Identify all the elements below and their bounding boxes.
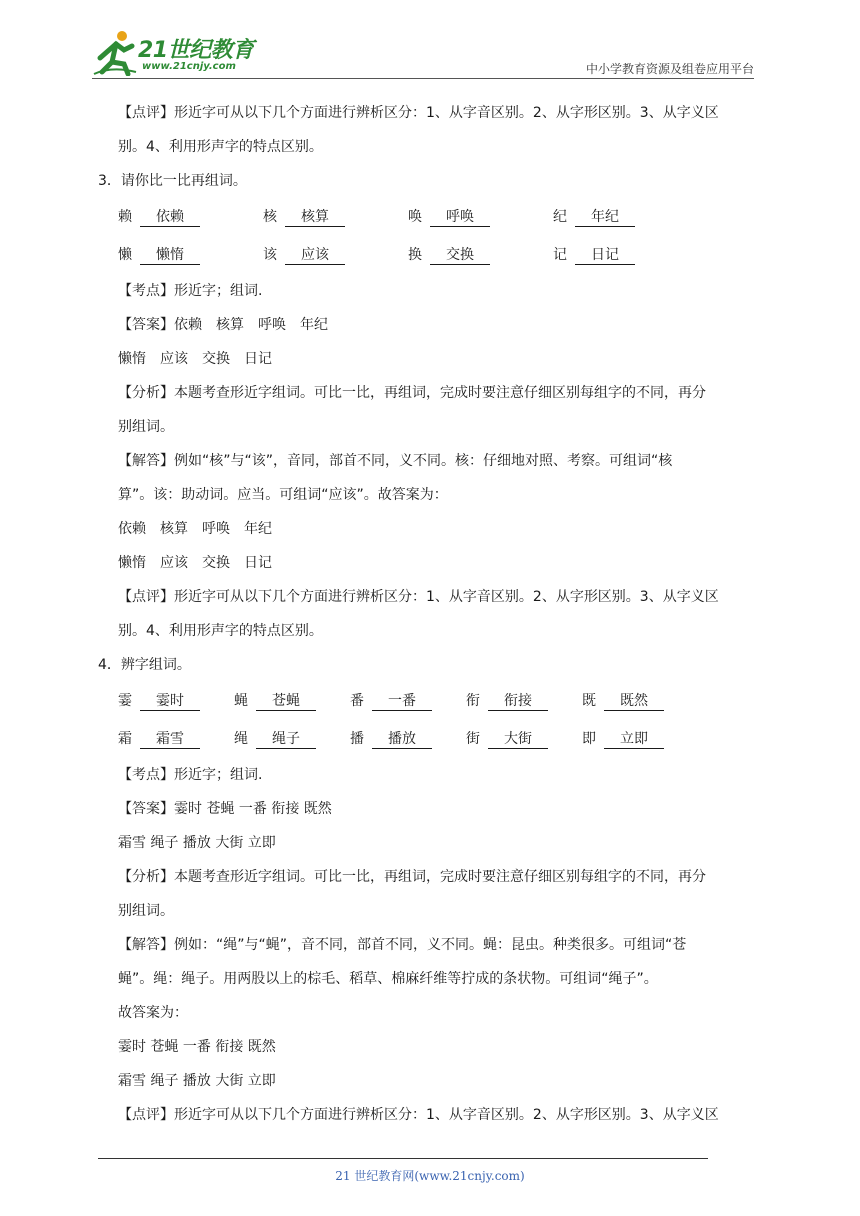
q3-answer-line1: 【答案】依赖 核算 呼唤 年纪 (118, 317, 328, 333)
q4-answer: 绳子 (256, 730, 316, 749)
q4-char: 衔 (466, 693, 480, 709)
q4-cell (118, 684, 234, 718)
q3-row1 (118, 198, 778, 236)
q3-answer: 应该 (285, 246, 345, 265)
q4-char: 霜 (118, 731, 132, 747)
q4-answer: 立即 (604, 730, 664, 749)
q4-answer: 播放 (372, 730, 432, 749)
q3-char: 核 (263, 209, 277, 225)
q4-analysis-line1: 【分析】本题考查形近字组词。可比一比，再组词，完成时要注意仔细区别每组字的不同，再分 (118, 869, 706, 885)
q3-char: 换 (408, 247, 422, 263)
footer-divider (98, 1158, 708, 1159)
q3-analysis-line1: 【分析】本题考查形近字组词。可比一比，再组词，完成时要注意仔细区别每组字的不同，再分 (118, 385, 706, 401)
q3-solution-line4: 懒惰 应该 交换 日记 (118, 555, 272, 571)
q4-cell (350, 684, 466, 718)
q3-row2 (118, 236, 778, 274)
q3-solution-line1: 【解答】例如“核”与“该”，音同，部首不同，义不同。核：仔细地对照、考察。可组词“核 (118, 453, 673, 469)
q3-cell (553, 200, 698, 234)
runner-logo-icon (92, 28, 138, 76)
q4-char: 绳 (234, 731, 248, 747)
platform-name: 中小学教育资源及组卷应用平台 (585, 62, 754, 76)
q3-comment-line1: 【点评】形近字可从以下几个方面进行辨析区分：1、从字音区别。2、从字形区别。3、从字义区 (118, 589, 719, 605)
q4-row2 (118, 720, 778, 758)
q4-cell (118, 722, 234, 756)
q4-answer: 大街 (488, 730, 548, 749)
q4-kaodian: 【考点】形近字；组词. (118, 767, 263, 783)
q2-comment-line2: 别。4、利用形声字的特点区别。 (118, 139, 323, 155)
q4-cell (466, 684, 582, 718)
footer-link[interactable]: 21 世纪教育网(www.21cnjy.com) (335, 1169, 525, 1183)
q4-cell (234, 684, 350, 718)
q4-answer: 衔接 (488, 692, 548, 711)
q4-analysis-line2: 别组词。 (118, 903, 174, 919)
q4-char: 霎 (118, 693, 132, 709)
q3-cell (263, 200, 408, 234)
q4-cell (466, 722, 582, 756)
q4-answer: 一番 (372, 692, 432, 711)
q3-answer: 依赖 (140, 208, 200, 227)
q4-char: 蝇 (234, 693, 248, 709)
q3-kaodian: 【考点】形近字；组词. (118, 283, 263, 299)
site-logo[interactable] (92, 28, 262, 78)
q4-answer-line1: 【答案】霎时 苍蝇 一番 衔接 既然 (118, 801, 332, 817)
q4-answer-line2: 霜雪 绳子 播放 大街 立即 (118, 835, 276, 851)
q3-analysis-line2: 别组词。 (118, 419, 174, 435)
q4-title: 4．辨字组词。 (98, 657, 191, 673)
q4-row1 (118, 682, 778, 720)
q4-answer: 霜雪 (140, 730, 200, 749)
q3-answer: 懒惰 (140, 246, 200, 265)
q3-solution-line2: 算”。该：助动词。应当。可组词“应该”。故答案为： (118, 487, 448, 503)
header-divider (92, 78, 754, 79)
q4-solution-line3: 故答案为： (118, 1005, 188, 1021)
q4-char: 番 (350, 693, 364, 709)
q4-cell (582, 684, 698, 718)
q4-solution-line4: 霎时 苍蝇 一番 衔接 既然 (118, 1039, 276, 1055)
q3-title: 3．请你比一比再组词。 (98, 173, 247, 189)
q3-cell (118, 238, 263, 272)
q3-comment-line2: 别。4、利用形声字的特点区别。 (118, 623, 323, 639)
logo-text: 21世纪教育 (138, 38, 254, 63)
q4-char: 播 (350, 731, 364, 747)
q3-solution-line3: 依赖 核算 呼唤 年纪 (118, 521, 272, 537)
q3-cell (408, 200, 553, 234)
q3-answer: 日记 (575, 246, 635, 265)
q3-cell (553, 238, 698, 272)
q3-answer: 年纪 (575, 208, 635, 227)
q4-char: 街 (466, 731, 480, 747)
q4-cell (234, 722, 350, 756)
logo-url: www.21cnjy.com (142, 61, 236, 72)
q4-char: 既 (582, 693, 596, 709)
q4-solution-line2: 蝇”。绳：绳子。用两股以上的棕毛、稻草、棉麻纤维等拧成的条状物。可组词“绳子”。 (118, 971, 658, 987)
q3-char: 唤 (408, 209, 422, 225)
q3-answer: 呼唤 (430, 208, 490, 227)
q4-answer: 霎时 (140, 692, 200, 711)
q3-char: 赖 (118, 209, 132, 225)
page-header (0, 0, 860, 82)
q3-answer: 交换 (430, 246, 490, 265)
q4-cell (350, 722, 466, 756)
q4-answer: 既然 (604, 692, 664, 711)
q3-cell (263, 238, 408, 272)
q2-comment-line1: 【点评】形近字可从以下几个方面进行辨析区分：1、从字音区别。2、从字形区别。3、从字义区 (118, 105, 719, 121)
q4-solution-line1: 【解答】例如：“绳”与“蝇”，音不同，部首不同，义不同。蝇：昆虫。种类很多。可组词“苍 (118, 937, 687, 953)
q3-answer: 核算 (285, 208, 345, 227)
q3-char: 记 (553, 247, 567, 263)
q3-cell (408, 238, 553, 272)
q3-char: 该 (263, 247, 277, 263)
q4-char: 即 (582, 731, 596, 747)
q3-answer-line2: 懒惰 应该 交换 日记 (118, 351, 272, 367)
q4-cell (582, 722, 698, 756)
q4-answer: 苍蝇 (256, 692, 316, 711)
q4-comment-line1: 【点评】形近字可从以下几个方面进行辨析区分：1、从字音区别。2、从字形区别。3、从字义区 (118, 1107, 719, 1123)
q4-solution-line5: 霜雪 绳子 播放 大街 立即 (118, 1073, 276, 1089)
document-body (98, 96, 778, 1132)
q3-char: 纪 (553, 209, 567, 225)
q3-cell (118, 200, 263, 234)
q3-char: 懒 (118, 247, 132, 263)
